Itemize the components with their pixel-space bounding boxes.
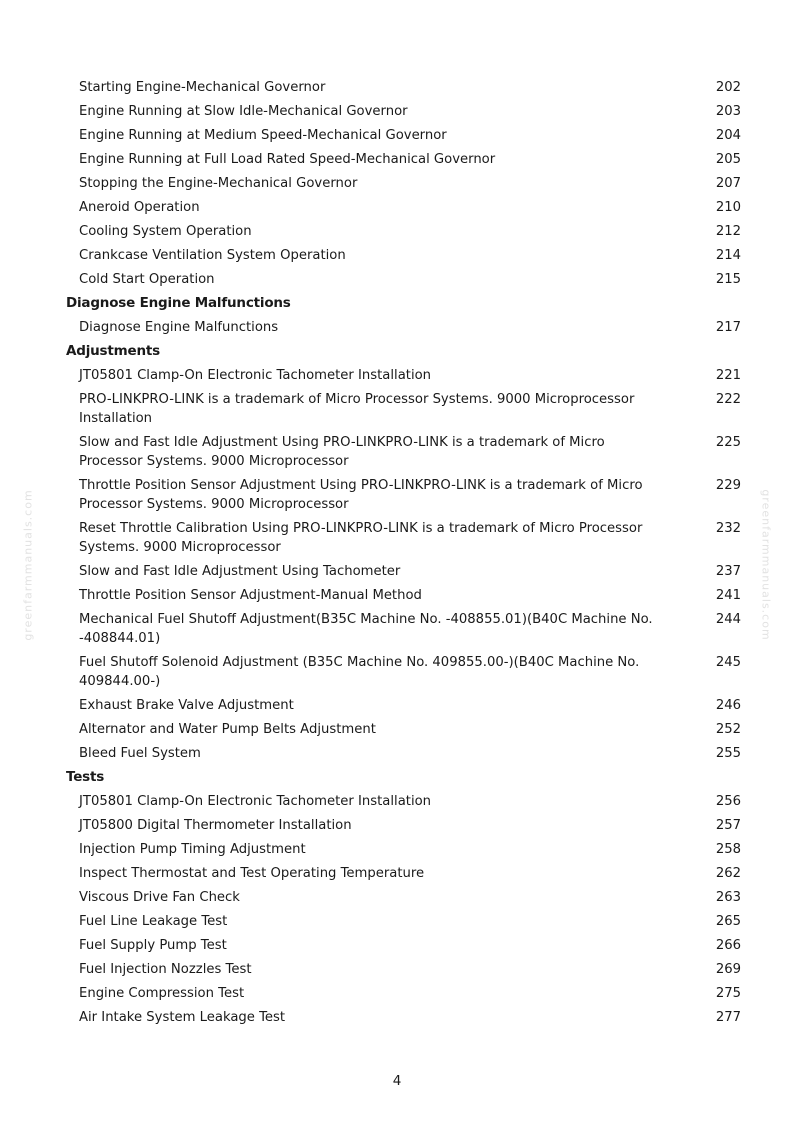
toc-entry-page-number[interactable]: 215 [715,271,741,287]
toc-entry[interactable] [0,789,794,813]
toc-entry[interactable] [0,123,794,147]
toc-entry-title[interactable]: Cooling System Operation [79,223,252,239]
toc-entry-page-number[interactable]: 246 [715,697,741,713]
toc-entry[interactable] [0,909,794,933]
toc-entry[interactable] [0,243,794,267]
table-of-contents [0,75,794,1029]
toc-entry[interactable] [0,607,794,650]
toc-entry[interactable] [0,1005,794,1029]
toc-entry[interactable] [0,933,794,957]
toc-entry[interactable] [0,99,794,123]
toc-entry[interactable] [0,516,794,559]
toc-entry-page-number[interactable]: 262 [715,865,741,881]
toc-entry[interactable] [0,147,794,171]
toc-entry-page-number[interactable]: 244 [715,611,741,627]
toc-entry-title[interactable]: JT05801 Clamp-On Electronic Tachometer Installation [79,793,432,809]
toc-entry-page-number[interactable]: 241 [715,587,741,603]
toc-entry[interactable] [0,315,794,339]
toc-entry-page-number[interactable]: 207 [715,175,741,191]
toc-entry[interactable] [0,473,794,516]
toc-entry-page-number[interactable]: 214 [715,247,741,263]
toc-entry-title[interactable]: Engine Compression Test [79,985,245,1001]
toc-entry-title[interactable]: Crankcase Ventilation System Operation [79,247,346,263]
toc-entry-title[interactable]: Injection Pump Timing Adjustment [79,841,306,857]
toc-entry-title[interactable]: Engine Running at Slow Idle-Mechanical Governor [79,103,408,119]
toc-entry-title[interactable]: Fuel Shutoff Solenoid Adjustment (B35C Machine No. 409855.00-)(B40C Machine No. 409844.00-) [79,654,640,689]
toc-entry-title[interactable]: Engine Running at Full Load Rated Speed-Mechanical Governor [79,151,496,167]
toc-entry-page-number[interactable]: 263 [715,889,741,905]
toc-entry-page-number[interactable]: 258 [715,841,741,857]
toc-entry[interactable] [0,267,794,291]
toc-entry[interactable] [0,171,794,195]
toc-entry-title[interactable]: PRO-LINKPRO-LINK is a trademark of Micro Processor Systems. 9000 Microprocessor Installation [79,391,635,426]
toc-entry-title[interactable]: Slow and Fast Idle Adjustment Using PRO-LINKPRO-LINK is a trademark of Micro Processor Systems. 9000 Microprocessor [79,434,605,469]
toc-entry[interactable] [0,363,794,387]
toc-entry-title[interactable]: Slow and Fast Idle Adjustment Using Tachometer [79,563,401,579]
toc-entry[interactable] [0,837,794,861]
toc-entry[interactable] [0,75,794,99]
toc-entry-title[interactable]: Bleed Fuel System [79,745,201,761]
toc-entry-title[interactable]: Alternator and Water Pump Belts Adjustment [79,721,376,737]
toc-entry-page-number[interactable]: 245 [715,654,741,670]
toc-entry-page-number[interactable]: 217 [715,319,741,335]
toc-entry-page-number[interactable]: 256 [715,793,741,809]
toc-entry-title[interactable]: Exhaust Brake Valve Adjustment [79,697,294,713]
toc-entry[interactable] [0,693,794,717]
toc-entry-title[interactable]: Throttle Position Sensor Adjustment Using PRO-LINKPRO-LINK is a trademark of Micro Processor Systems. 9000 Microprocessor [79,477,643,512]
toc-entry[interactable] [0,195,794,219]
toc-entry-title[interactable]: Mechanical Fuel Shutoff Adjustment(B35C Machine No. -408855.01)(B40C Machine No. -408844.01) [79,611,653,646]
toc-entry-page-number[interactable]: 265 [715,913,741,929]
toc-entry-page-number[interactable]: 237 [715,563,741,579]
toc-entry-title[interactable]: JT05801 Clamp-On Electronic Tachometer Installation [79,367,432,383]
toc-entry[interactable] [0,741,794,765]
toc-entry-title[interactable]: Stopping the Engine-Mechanical Governor [79,175,358,191]
watermark-left: greenfarmmanuals.com [21,489,35,641]
toc-entry-page-number[interactable]: 277 [715,1009,741,1025]
toc-entry-page-number[interactable]: 269 [715,961,741,977]
toc-entry[interactable] [0,219,794,243]
toc-entry-page-number[interactable]: 210 [715,199,741,215]
toc-entry-title[interactable]: Cold Start Operation [79,271,215,287]
toc-entry-page-number[interactable]: 203 [715,103,741,119]
toc-entry[interactable] [0,957,794,981]
toc-entry-page-number[interactable]: 255 [715,745,741,761]
toc-entry-page-number[interactable]: 212 [715,223,741,239]
toc-entry[interactable] [0,430,794,473]
toc-entry-title[interactable]: Fuel Injection Nozzles Test [79,961,252,977]
toc-entry[interactable] [0,813,794,837]
toc-entry[interactable] [0,650,794,693]
section-heading: Diagnose Engine Malfunctions [66,295,291,311]
toc-entry-page-number[interactable]: 275 [715,985,741,1001]
toc-entry-title[interactable]: Engine Running at Medium Speed-Mechanical Governor [79,127,447,143]
toc-entry[interactable] [0,717,794,741]
toc-entry-page-number[interactable]: 205 [715,151,741,167]
section-heading: Tests [66,769,105,785]
toc-entry-title[interactable]: Fuel Line Leakage Test [79,913,228,929]
toc-entry-title[interactable]: Inspect Thermostat and Test Operating Temperature [79,865,425,881]
toc-entry-title[interactable]: Viscous Drive Fan Check [79,889,240,905]
toc-entry[interactable] [0,387,794,430]
toc-entry-page-number[interactable]: 229 [715,477,741,493]
section-heading: Adjustments [66,343,160,359]
toc-entry[interactable] [0,981,794,1005]
toc-entry[interactable] [0,559,794,583]
page-number: 4 [392,1073,402,1089]
toc-entry-page-number[interactable]: 221 [715,367,741,383]
toc-entry-title[interactable]: Air Intake System Leakage Test [79,1009,286,1025]
toc-entry-page-number[interactable]: 202 [715,79,741,95]
toc-entry-page-number[interactable]: 252 [715,721,741,737]
toc-entry-page-number[interactable]: 222 [715,391,741,407]
toc-entry-page-number[interactable]: 257 [715,817,741,833]
toc-entry[interactable] [0,583,794,607]
toc-entry-page-number[interactable]: 225 [715,434,741,450]
toc-entry-page-number[interactable]: 232 [715,520,741,536]
toc-entry[interactable] [0,861,794,885]
toc-entry-title[interactable]: Reset Throttle Calibration Using PRO-LINKPRO-LINK is a trademark of Micro Processor Systems. 9000 Microprocessor [79,520,643,555]
watermark-right: greenfarmmanuals.com [759,489,773,641]
toc-entry-page-number[interactable]: 204 [715,127,741,143]
toc-entry-title[interactable]: Starting Engine-Mechanical Governor [79,79,326,95]
toc-entry-title[interactable]: Fuel Supply Pump Test [79,937,227,953]
toc-entry-title[interactable]: JT05800 Digital Thermometer Installation [79,817,352,833]
toc-entry-title[interactable]: Diagnose Engine Malfunctions [79,319,279,335]
toc-entry-page-number[interactable]: 266 [715,937,741,953]
toc-entry[interactable] [0,885,794,909]
toc-entry-title[interactable]: Throttle Position Sensor Adjustment-Manual Method [79,587,422,603]
toc-entry-title[interactable]: Aneroid Operation [79,199,200,215]
